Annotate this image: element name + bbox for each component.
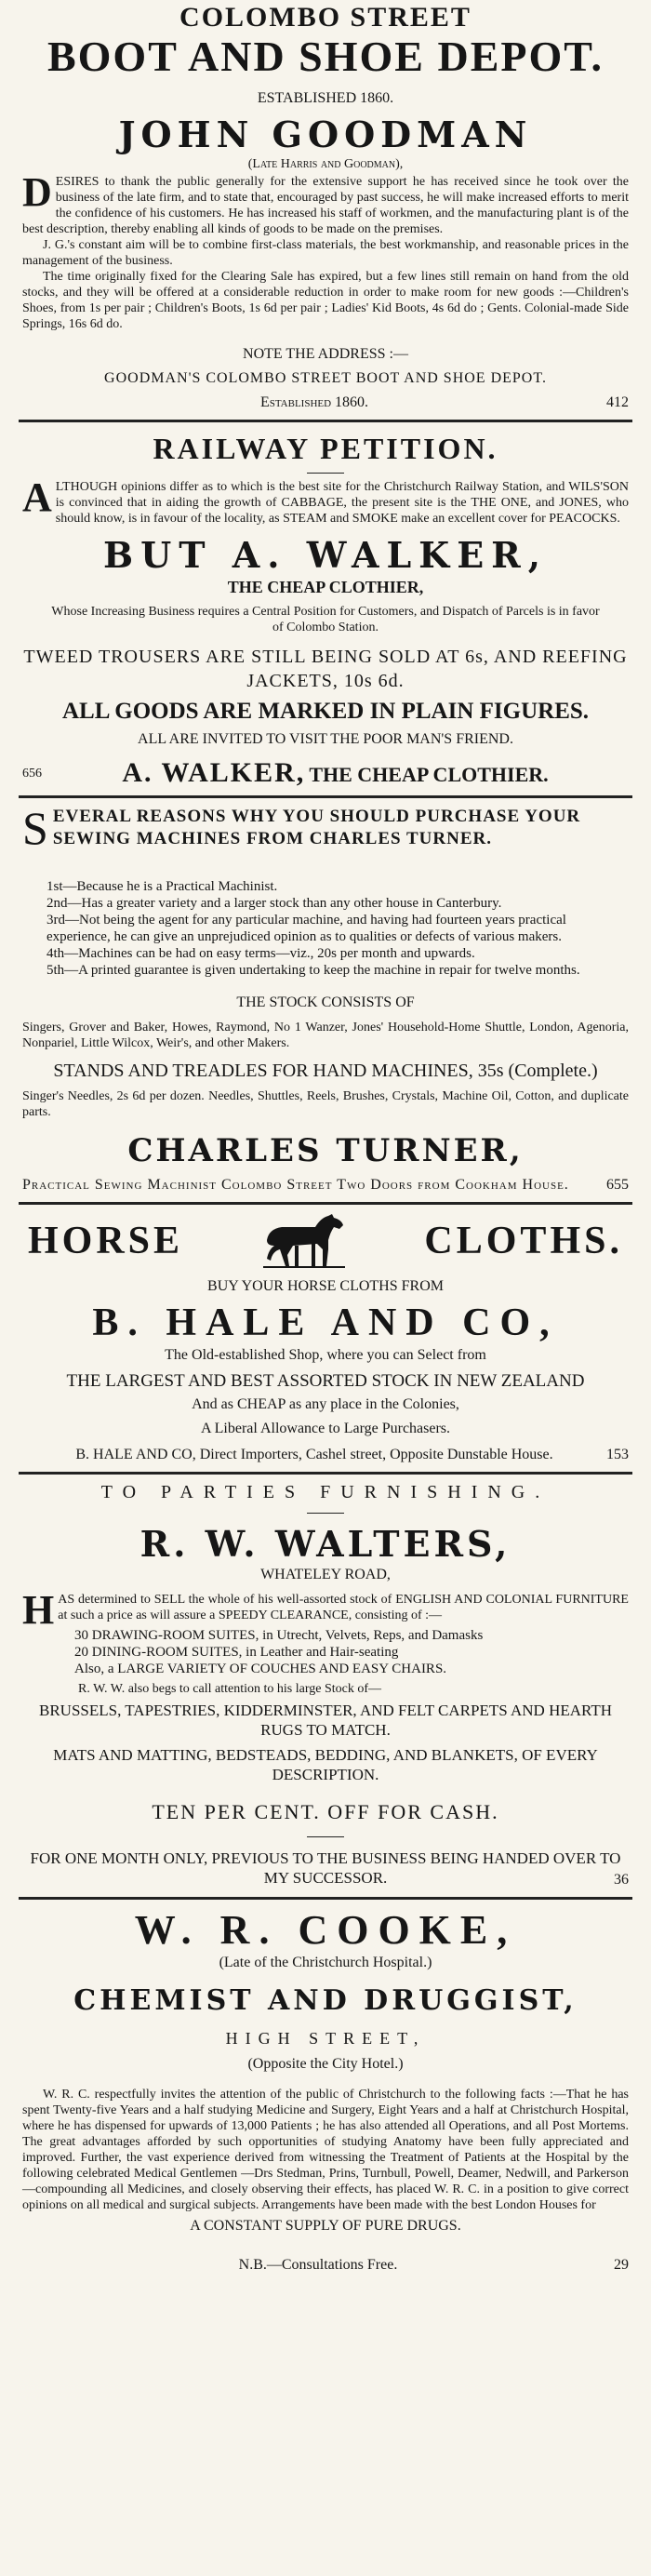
ad5-month: FOR ONE MONTH ONLY, PREVIOUS TO THE BUSINESS BEING HANDED OVER TO MY SUCCESSOR. — [30, 1849, 621, 1887]
ad5-list-3: Also, a LARGE VARIETY OF COUCHES AND EASY CHAIRS. — [74, 1662, 447, 1676]
ad5-name: R. W. WALTERS, — [140, 1523, 512, 1565]
ad1-line2: BOOT AND SHOE DEPOT. — [46, 33, 604, 80]
ad3-footer: Practical Sewing Machinist Colombo Street Two Doors from Cookham House. — [22, 1177, 569, 1193]
ad4-cheap: And as CHEAP as any place in the Colonies, — [192, 1396, 459, 1412]
walker-advert — [19, 430, 632, 788]
ad5-number: 36 — [614, 1872, 629, 1888]
ad3-item-3: 3rd—Not being the agent for any particular machine, and having had fourteen years practical experience, he can give an unprejudiced opinion as to qualities or defects of various makers. — [46, 913, 566, 944]
ad2-goods: ALL GOODS ARE MARKED IN PLAIN FIGURES. — [61, 699, 590, 724]
turner-advert — [19, 802, 632, 1195]
ad5-list-2: 20 DINING-ROOM SUITES, in Leather and Hair-seating — [74, 1645, 399, 1660]
ad1-dropcap: D — [22, 169, 52, 215]
ad1-note: NOTE THE ADDRESS :— — [243, 346, 408, 362]
ad1-address: GOODMAN'S COLOMBO STREET BOOT AND SHOE DEPOT. — [104, 370, 547, 386]
ad6-title: CHEMIST AND DRUGGIST, — [73, 1984, 578, 2017]
ad3-item-1: 1st—Because he is a Practical Machinist. — [46, 879, 278, 894]
ad1-body2: J. G.'s constant aim will be to combine first-class materials, the best workmanship, and reasonable prices in the management of the business. — [22, 238, 629, 268]
ad3-item-5: 5th—A printed guarantee is given undertaking to keep the machine in repair for twelve months. — [46, 963, 580, 978]
hale-advert — [19, 1212, 632, 1464]
ad1-formerly: (Late Harris and Goodman), — [247, 157, 404, 171]
ad2-footer-sub: THE CHEAP CLOTHIER. — [309, 763, 549, 786]
ad1-name: JOHN GOODMAN — [118, 113, 533, 155]
newspaper-page — [19, 0, 632, 2275]
ad4-right: CLOTHS. — [424, 1220, 623, 1262]
ad2-para: Whose Increasing Business requires a Central Position for Customers, and Dispatch of Parcels is in favor of Colombo Station. — [51, 605, 600, 634]
ad3-stock-head: THE STOCK CONSISTS OF — [236, 994, 415, 1010]
horse-icon — [259, 1212, 349, 1270]
ad4-footer: B. HALE AND CO, Direct Importers, Cashel street, Opposite Dunstable House. — [75, 1447, 553, 1462]
ad6-supply: A CONSTANT SUPPLY OF PURE DRUGS. — [190, 2218, 461, 2234]
ad6-street: HIGH STREET, — [225, 2029, 426, 2048]
ad5-brussels: BRUSSELS, TAPESTRIES, KIDDERMINSTER, AND FELT CARPETS AND HEARTH RUGS TO MATCH. — [38, 1702, 612, 1739]
ad5-mats: MATS AND MATTING, BEDSTEADS, BEDDING, AND BLANKETS, OF EVERY DESCRIPTION. — [53, 1746, 598, 1783]
ad6-body: W. R. C. respectfully invites the attention of the public of Christchurch to the following facts :—That he has spent Twenty-five Years and a half studying Medicine and Surgery, Eight Years and a half at Christchurch Hospital, where he has dispensed for upwards of 13,000 Patients ; he has also attended all Operations, and all Post Mortems. The great advantages afforded by such opportunities of studying Anatomy have been fully appreciated and improved. Further, the vast experience derived from witnessing the Treatment of Patients at the Hospital by the following celebrated Medical Gentlemen —Drs Stedman, Prins, Turnbull, Powell, Deamer, Nedwill, and Parkerson—compounding all Medicines, and closely observing their effects, has placed W. R. C. in a position to give correct opinions on all medical and surgical subjects. Arrangements have been made with the best London Houses for — [22, 2088, 629, 2212]
ad1-body3: The time originally fixed for the Clearing Sale has expired, but a few lines still remain on hand from the old stocks, and they will be offered at a considerable reduction in order to make room for new goods :—Children's Shoes, from 1s per pair ; Children's Boots, 1s 6d per pair ; Ladies' Kid Boots, 4s 6d do ; Gents. Colonial-made Side Springs, 16s 6d do. — [22, 270, 629, 331]
short-rule — [307, 473, 344, 474]
ad6-name: W. R. COOKE, — [134, 1907, 517, 1953]
ad4-shop: The Old-established Shop, where you can Select from — [165, 1347, 486, 1363]
ad4-name: B. HALE AND CO, — [92, 1301, 559, 1344]
ad2-title: RAILWAY PETITION. — [153, 432, 498, 465]
ad6-nb: N.B.—Consultations Free. — [238, 2257, 398, 2273]
ad2-sub: THE CHEAP CLOTHIER, — [227, 578, 424, 596]
ad5-road: WHATELEY ROAD, — [260, 1567, 391, 1582]
cooke-advert — [19, 1907, 632, 2275]
ad5-list-1: 30 DRAWING-ROOM SUITES, in Utrecht, Velvets, Reps, and Damasks — [74, 1628, 484, 1643]
ad2-footer-name: A. WALKER, — [122, 757, 306, 788]
short-rule — [307, 1513, 344, 1514]
ad3-item-2: 2nd—Has a greater variety and a larger stock than any other house in Canterbury. — [46, 896, 502, 911]
ad2-dropcap: A — [22, 474, 52, 520]
ad2-body: ALTHOUGH opinions differ as to which is the best site for the Christchurch Railway Station, and WILS'SON is convinced that in aiding the growth of CABBAGE, the present site is the THE ONE, and JONES, who should know, is in favour of the locality, as STEAM and SMOKE make an excellent cover for PEACOCKS. — [22, 474, 629, 526]
ad3-needles: Singer's Needles, 2s 6d per dozen. Needles, Shuttles, Reels, Brushes, Crystals, Machine Oil, Cotton, and duplicate parts. — [22, 1089, 629, 1119]
ad5-head: TO PARTIES FURNISHING. — [100, 1482, 551, 1502]
ad3-stock: Singers, Grover and Baker, Howes, Raymond, No 1 Wanzer, Jones' Household-Home Shuttle, London, Agenoria, Nonpariel, Little Wilcox, Weir's, and other Makers. — [22, 1021, 629, 1050]
short-rule — [307, 1836, 344, 1837]
ad6-number: 29 — [614, 2257, 629, 2273]
ad4-number: 153 — [606, 1447, 629, 1462]
divider — [19, 795, 632, 798]
ad3-stands: STANDS AND TREADLES FOR HAND MACHINES, 35s (Complete.) — [53, 1061, 598, 1081]
ad5-ten: TEN PER CENT. OFF FOR CASH. — [152, 1800, 499, 1823]
divider — [19, 1472, 632, 1475]
ad1-est2: Established 1860. — [259, 394, 369, 410]
divider — [19, 1897, 632, 1900]
ad2-tweed: TWEED TROUSERS ARE STILL BEING SOLD AT 6s, AND REEFING JACKETS, 10s 6d. — [23, 647, 628, 691]
ad2-invite: ALL ARE INVITED TO VISIT THE POOR MAN'S FRIEND. — [138, 731, 513, 747]
ad4-left: HORSE — [28, 1220, 184, 1262]
ad3-name: CHARLES TURNER, — [127, 1132, 524, 1169]
ad5-also: R. W. W. also begs to call attention to his large Stock of— — [78, 1682, 381, 1696]
ad3-dropcap: S — [22, 802, 49, 854]
ad1-body1: DESIRES to thank the public generally for the extensive support he has received since he took over the business of the late firm, and to state that, encouraged by past success, he will make increased efforts to merit the confidence of his customers. He has increased his staff of workmen, and the manufacturing plant is of the best description, thereby enabling all kinds of goods to be made on the premises. — [22, 169, 629, 236]
ad1-number: 412 — [606, 394, 629, 410]
ad6-opposite: (Opposite the City Hotel.) — [247, 2056, 404, 2072]
ad4-buy: BUY YOUR HORSE CLOTHS FROM — [207, 1278, 444, 1294]
ad1-established: ESTABLISHED 1860. — [257, 90, 394, 106]
ad3-number: 655 — [606, 1177, 629, 1193]
ad4-largest: THE LARGEST AND BEST ASSORTED STOCK IN NEW ZEALAND — [66, 1371, 585, 1391]
ad5-body: HAS determined to SELL the whole of his well-assorted stock of ENGLISH AND COLONIAL FURNITURE at such a price as will assure a SPEEDY CLEARANCE, consisting of :— — [22, 1587, 629, 1633]
goodman-advert — [19, 2, 632, 412]
ad4-allowance: A Liberal Allowance to Large Purchasers. — [200, 1421, 451, 1436]
ad3-title: SEVERAL REASONS WHY YOU SHOULD PURCHASE YOUR SEWING MACHINES FROM CHARLES TURNER. — [22, 802, 581, 854]
ad3-item-4: 4th—Machines can be had on easy terms—viz., 20s per month and upwards. — [46, 946, 475, 961]
divider — [19, 1202, 632, 1205]
ad2-number: 656 — [22, 766, 42, 781]
ad1-line1: COLOMBO STREET — [179, 2, 472, 33]
ad5-dropcap: H — [22, 1587, 55, 1633]
ad6-late: (Late of the Christchurch Hospital.) — [219, 1955, 432, 1970]
walters-advert — [19, 1482, 632, 1889]
ad2-name: BUT A. WALKER, — [103, 534, 548, 576]
divider — [19, 420, 632, 422]
